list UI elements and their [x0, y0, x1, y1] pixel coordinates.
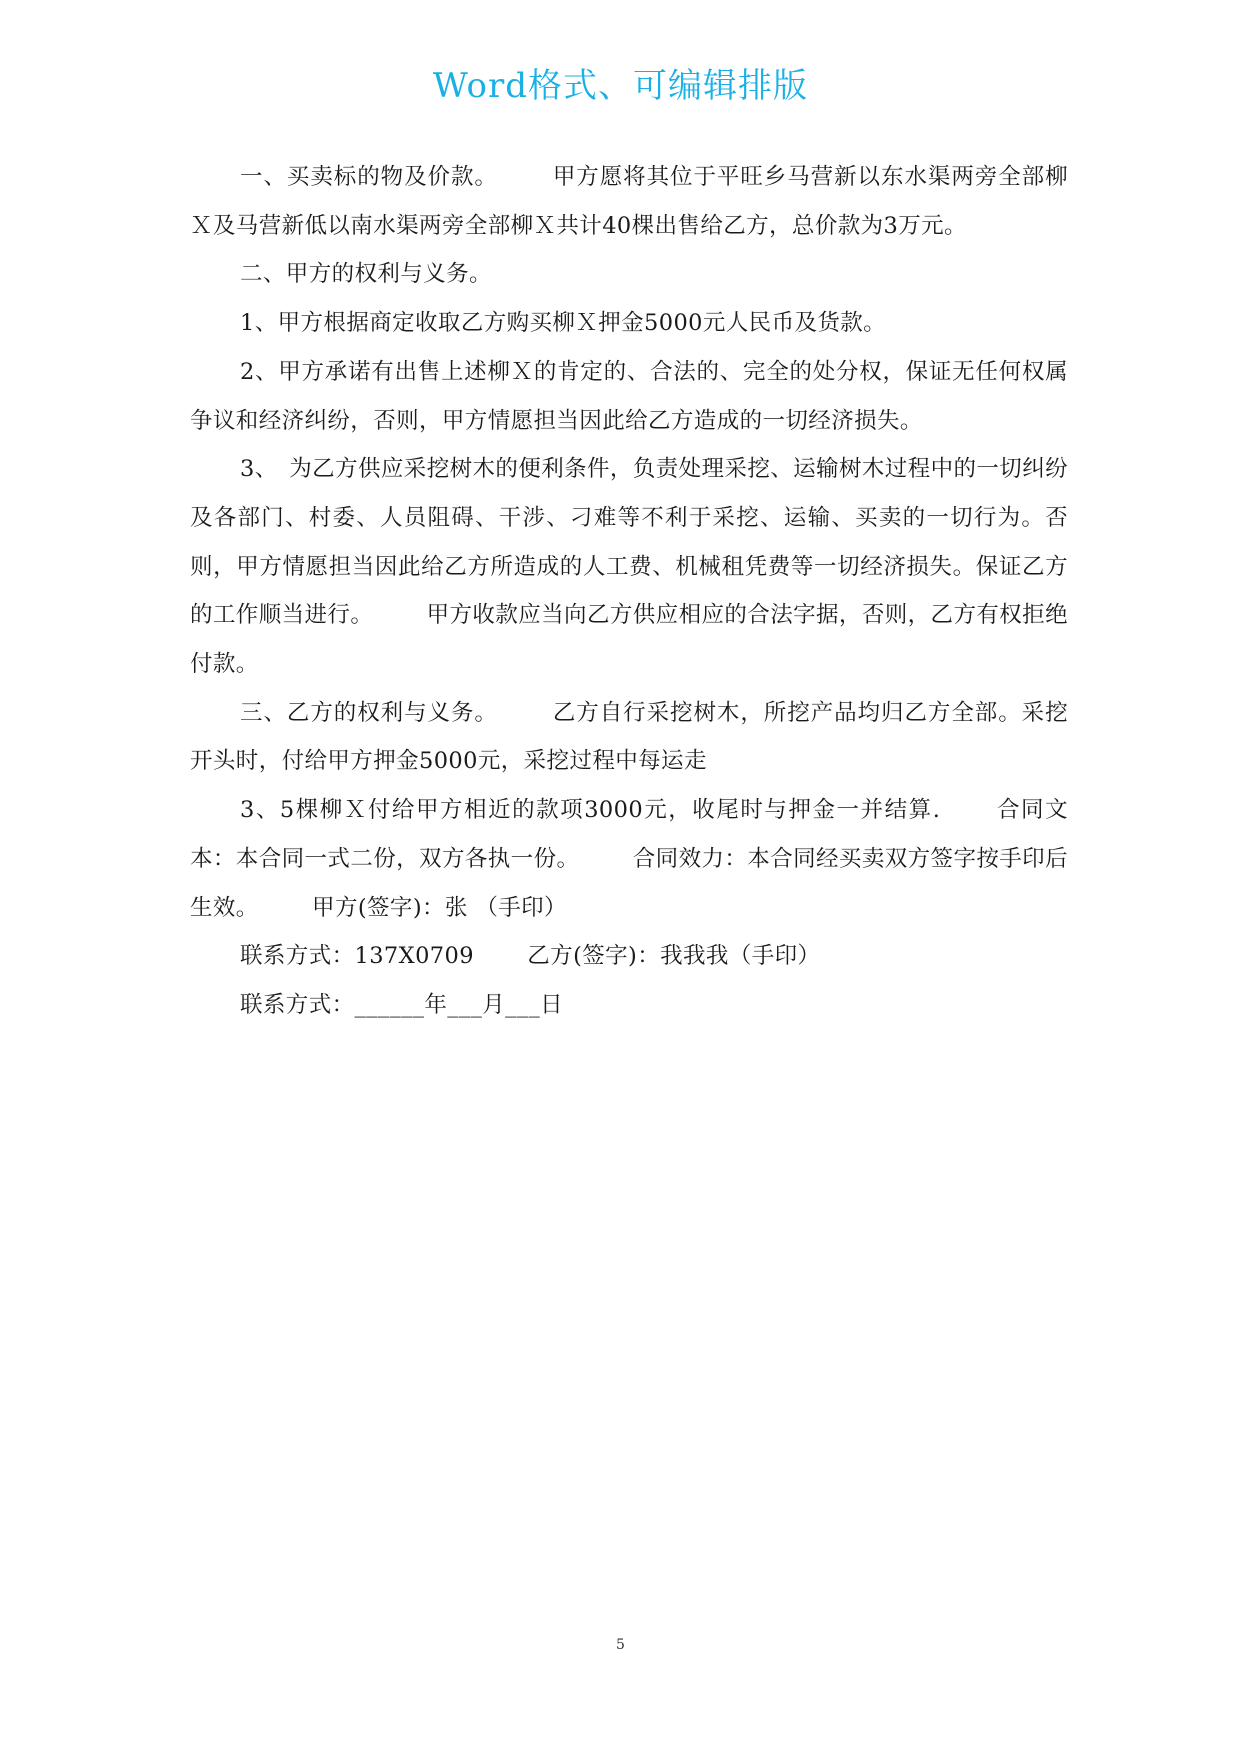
paragraph-party-a-clause-1: 1、甲方根据商定收取乙方购买柳Ｘ押金5000元人民币及货款。 — [240, 310, 887, 337]
paragraph-contact-2: 联系方式：______年___月___日 — [240, 991, 564, 1018]
document-body — [190, 153, 1068, 1030]
paragraph-party-a-clause-3: 3、 为乙方供应采挖树木的便利条件，负责处理采挖、运输树木过程中的一切纠纷及各部门、村委、人员阻碍、干涉、刁难等不利于采挖、运输、买卖的一切行为。否则，甲方情愿担当因此给乙方所造成的人工费、机械租凭费等一切经济损失。保证乙方的工作顺当进行。 甲方收款应当向乙方供应相应的合法字据，否则，乙方有权拒绝付款。 — [190, 456, 1068, 678]
paragraph-party-a-clause-2: 2、甲方承诺有出售上述柳Ｘ的肯定的、合法的、完全的处分权，保证无任何权属争议和经济纠纷，否则，甲方情愿担当因此给乙方造成的一切经济损失。 — [190, 358, 1068, 434]
paragraph-party-a-heading: 二、甲方的权利与义务。 — [240, 261, 492, 288]
paragraph-contact-1: 联系方式：137X0709 乙方(签字)：我我我（手印） — [240, 943, 821, 970]
paragraph-item-and-price: 一、买卖标的物及价款。 甲方愿将其位于平旺乡马营新以东水渠两旁全部柳Ｘ及马营新低以南水渠两旁全部柳Ｘ共计40棵出售给乙方，总价款为3万元。 — [190, 164, 1068, 239]
header-title: Word格式、可编辑排版 — [432, 66, 809, 106]
paragraph-party-b-heading: 三、乙方的权利与义务。 乙方自行采挖树木，所挖产品均归乙方全部。采挖开头时，付给甲方押金5000元，采挖过程中每运走 — [190, 699, 1068, 775]
paragraph-settlement: 3、5棵柳Ｘ付给甲方相近的款项3000元，收尾时与押金一并结算. 合同文本：本合同一式二份，双方各执一份。 合同效力：本合同经买卖双方签字按手印后生效。 甲方(签字)：张 （手印） — [190, 797, 1068, 921]
page-number: 5 — [616, 1637, 625, 1653]
